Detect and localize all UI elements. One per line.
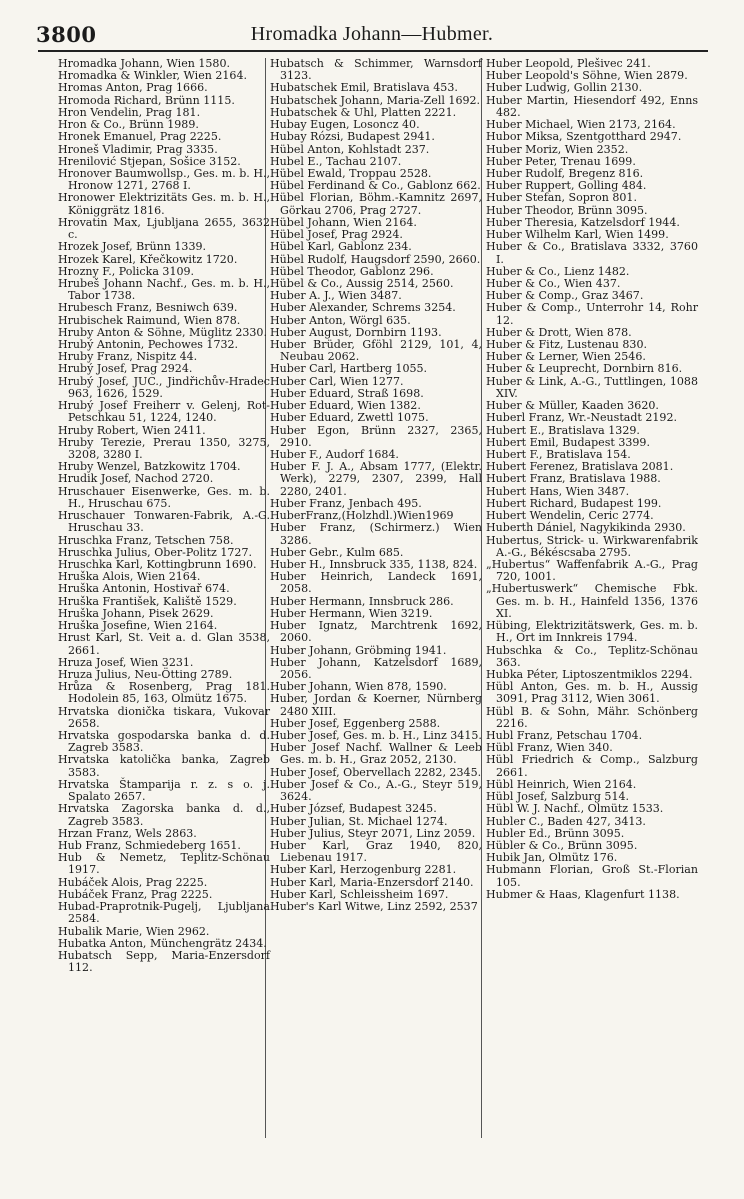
directory-entry: Hruza Josef, Wien 3231. <box>58 655 194 669</box>
directory-entry: Huber A. J., Wien 3487. <box>270 289 402 303</box>
directory-entry: „Hubertus“ Waffenfabrik A.-G., Prag 720, 1001. <box>486 557 698 584</box>
directory-entry: Hubert Emil, Budapest 3399. <box>486 435 650 449</box>
directory-entry: Hruschauer Eisenwerke, Ges. m. b. H., Hruschau 675. <box>58 484 270 510</box>
directory-entry: Huber & Co., Wien 437. <box>486 276 621 290</box>
directory-entry: Hub Franz, Schmiedeberg 1651. <box>58 839 241 852</box>
directory-entry: Hubert E., Bratislava 1329. <box>486 423 640 437</box>
directory-entry: Huber Eduard, Wien 1382. <box>270 399 421 413</box>
directory-entry: Hromadka Johann, Wien 1580. <box>58 57 231 70</box>
directory-entry: Hrvatska katolička banka, Zagreb 3583. <box>58 753 270 779</box>
directory-entry: Huber & Comp., Unterrohr 14, Rohr 12. <box>486 301 698 327</box>
directory-entry: Huber Leopold, Plešivec 241. <box>486 57 651 70</box>
directory-entry: Hubik Jan, Olmütz 176. <box>486 851 618 865</box>
directory-entry: Hübel Theodor, Gablonz 296. <box>270 264 434 278</box>
directory-entry: Hrvatska dionička tiskara, Vukovar 2658. <box>58 704 270 730</box>
directory-entry: Hübel Ferdinand & Co., Gablonz 662. <box>270 179 481 193</box>
directory-entry: Hubert Franz, Bratislava 1988. <box>486 472 661 486</box>
directory-entry: Huber Ignatz, Marchtrenk 1692, 2060. <box>270 619 482 645</box>
directory-entry: Huber & Leuprecht, Dornbirn 816. <box>486 362 683 376</box>
directory-entry: Hruby Anton & Söhne, Müglitz 2330. <box>58 325 267 339</box>
directory-entry: Huber Carl, Wien 1277. <box>270 374 404 388</box>
directory-entry: Huber Franz, (Schirmerz.) Wien 3286. <box>270 521 482 547</box>
directory-entry: Huber Rudolf, Bregenz 816. <box>486 166 644 180</box>
directory-entry: Huber F. J. A., Absam 1777, (Elektr. Werk), 2279, 2307, 2399, Hall 2280, 2401. <box>270 460 482 498</box>
directory-entry: Hrozek Josef, Brünn 1339. <box>58 240 207 254</box>
directory-entry: Hubler Ed., Brünn 3095. <box>486 826 625 840</box>
directory-entry: Huber Hermann, Wien 3219. <box>270 606 433 620</box>
directory-entry: Hruška František, Kaliště 1529. <box>58 594 237 608</box>
directory-entry: Huber Martin, Hiesendorf 492, Enns 482. <box>486 93 698 119</box>
directory-entry: Hübel Anton, Kohlstadt 237. <box>270 142 430 156</box>
directory-entry: Hubmer & Haas, Klagenfurt 1138. <box>486 887 680 901</box>
directory-entry: Huber Stefan, Sopron 801. <box>486 191 637 205</box>
directory-entry: Hübl B. & Sohn, Mähr. Schönberg 2216. <box>486 704 698 730</box>
directory-entry: Huber, Jordan & Koerner, Nürnberg 2480 XIII. <box>270 692 482 718</box>
directory-entry: Hübl W. J. Nachf., Olmütz 1533. <box>486 802 664 816</box>
directory-entry: Hubatschek Johann, Maria-Zell 1692. <box>270 93 481 107</box>
directory-entry: Hrzan Franz, Wels 2863. <box>58 826 197 840</box>
directory-entry: Huber Leopold's Söhne, Wien 2879. <box>486 69 688 83</box>
directory-entry: Hübl Franz, Wien 340. <box>486 741 613 755</box>
directory-entry: Hrust Karl, St. Veit a. d. Glan 3538, 2661. <box>58 631 270 657</box>
directory-entry: Huber Wilhelm Karl, Wien 1499. <box>486 228 669 242</box>
directory-entry: Hub & Nemetz, Teplitz-Schönau 1917. <box>58 851 270 877</box>
directory-entry: Hubalik Marie, Wien 2962. <box>58 924 210 938</box>
directory-entry: Hrenilović Stjepan, Sošice 3152. <box>58 154 241 168</box>
directory-entry: Hronek Emanuel, Prag 2225. <box>58 130 222 144</box>
directory-entry: Huber Julian, St. Michael 1274. <box>270 814 448 828</box>
directory-entry: Huber Egon, Brünn 2327, 2365, 2910. <box>270 423 482 449</box>
directory-entry: Hubor Miksa, Szentgotthard 2947. <box>486 130 682 144</box>
directory-entry: Hubl Franz, Petschau 1704. <box>486 729 643 743</box>
directory-entry: Hruschauer Tonwaren-Fabrik, A.-G. Hruschau 33. <box>58 509 270 535</box>
directory-entry: Hruschka Franz, Tetschen 758. <box>58 533 234 547</box>
directory-entry: Huber Theodor, Brünn 3095. <box>486 203 648 217</box>
directory-entry: Hübel & Co., Aussig 2514, 2560. <box>270 276 454 290</box>
directory-entry: Hübl Friedrich & Comp., Salzburg 2661. <box>486 753 698 779</box>
directory-entry: Huber Julius, Steyr 2071, Linz 2059. <box>270 826 476 840</box>
directory-entry: Huber Josef & Co., A.-G., Steyr 519, 3624. <box>270 777 482 804</box>
header-rule <box>38 50 708 52</box>
directory-entry: Huber Josef, Obervellach 2282, 2345. <box>270 765 482 779</box>
directory-entry: Hubert Wendelin, Ceric 2774. <box>486 509 654 523</box>
directory-entry: Hruby Wenzel, Batzkowitz 1704. <box>58 460 241 474</box>
directory-entry: Hubad-Praprotnik-Pugelj, Ljubljana 2584. <box>58 900 270 926</box>
directory-entry: Hubatsch Sepp, Maria-Enzersdorf 112. <box>58 948 270 975</box>
directory-entry: Huber Josef, Eggenberg 2588. <box>270 716 441 730</box>
entry-column-1 <box>58 58 270 974</box>
directory-entry: Huber & Comp., Graz 3467. <box>486 289 644 303</box>
directory-entry: Huber Eduard, Zwettl 1075. <box>270 411 429 425</box>
directory-entry: Hubay Rózsi, Budapest 2941. <box>270 130 435 144</box>
directory-entry: Hubay Eugen, Losoncz 40. <box>270 118 420 132</box>
directory-entry: Hubel E., Tachau 2107. <box>270 154 402 168</box>
directory-entry: Hromoda Richard, Brünn 1115. <box>58 93 235 107</box>
directory-entry: Huber's Karl Witwe, Linz 2592, 2537 <box>270 900 478 914</box>
directory-entry: Huber Anton, Wörgl 635. <box>270 313 411 327</box>
directory-entry: Huber Heinrich, Landeck 1691, 2058. <box>270 570 482 596</box>
directory-entry: Hübel Rudolf, Haugsdorf 2590, 2660. <box>270 252 481 266</box>
directory-entry: Hubáček Alois, Prag 2225. <box>58 875 208 889</box>
directory-entry: Hrudik Josef, Nachod 2720. <box>58 472 214 486</box>
directory-entry: Huber Gebr., Kulm 685. <box>270 545 404 559</box>
entry-column-2 <box>270 58 482 913</box>
directory-entry: Huber & Fitz, Lustenau 830. <box>486 338 647 352</box>
directory-entry: Hübel Florian, Böhm.-Kamnitz 2697, Görkau 2706, Prag 2727. <box>270 191 482 217</box>
directory-entry: Huber Michael, Wien 2173, 2164. <box>486 118 676 132</box>
directory-entry: Hubatsch & Schimmer, Warnsdorf 3123. <box>270 57 482 83</box>
directory-entry: Huber Karl, Herzogenburg 2281. <box>270 863 457 877</box>
directory-entry: Hruška Alois, Wien 2164. <box>58 570 201 584</box>
directory-entry: Hrubischek Raimund, Wien 878. <box>58 313 241 327</box>
directory-entry: Huber Josef, Ges. m. b. H., Linz 3415. <box>270 729 482 743</box>
entry-column-3 <box>486 58 698 901</box>
directory-entry: Hruschka Karl, Kottingbrunn 1690. <box>58 557 257 571</box>
directory-entry: Hrubý Josef, JUC., Jindřichův-Hradec 963, 1626, 1529. <box>58 374 270 400</box>
directory-entry: Huber Brüder, Gföhl 2129, 101, 4, Neubau 2062. <box>270 338 482 364</box>
running-title: Hromadka Johann—Hubmer. <box>250 23 494 45</box>
directory-entry: Hubler C., Baden 427, 3413. <box>486 814 646 828</box>
directory-entry: Huber Alexander, Schrems 3254. <box>270 301 456 315</box>
directory-entry: Hubert Hans, Wien 3487. <box>486 484 630 498</box>
directory-entry: Huber Johann, Gröbming 1941. <box>270 643 447 657</box>
directory-entry: Hübel Ewald, Troppau 2528. <box>270 166 432 180</box>
directory-entry: Hroneš Vladimir, Prag 3335. <box>58 142 218 156</box>
directory-entry: Hrozek Karel, Křečkowitz 1720. <box>58 252 238 266</box>
directory-entry: Huber F., Audorf 1684. <box>270 448 399 461</box>
directory-entry: Hruška Antonin, Hostivař 674. <box>58 582 230 596</box>
directory-entry: Huber & Co., Lienz 1482. <box>486 264 630 278</box>
directory-entry: Hrubeš Johann Nachf., Ges. m. b. H., Tabor 1738. <box>58 276 270 303</box>
directory-entry: Huber & Link, A.-G., Tuttlingen, 1088 XIV. <box>486 374 698 400</box>
directory-entry: Hrubý Josef Freiherr v. Gelenj, Rot-Petschkau 51, 1224, 1240. <box>58 399 270 425</box>
directory-entry: Hruška Josefine, Wien 2164. <box>58 619 218 633</box>
directory-entry: Huber Karl, Schleissheim 1697. <box>270 887 449 901</box>
directory-entry: „Hubertuswerk“ Chemische Fbk. Ges. m. b. H., Hainfeld 1356, 1376 XI. <box>486 582 698 620</box>
directory-entry: Huberl Franz, Wr.-Neustadt 2192. <box>486 411 678 425</box>
directory-entry: Hübing, Elektrizitätswerk, Ges. m. b. H., Ort im Innkreis 1794. <box>486 619 698 645</box>
directory-entry: Hrubesch Franz, Besniwch 639. <box>58 301 238 315</box>
directory-entry: Hubschka & Co., Teplitz-Schönau 363. <box>486 643 698 669</box>
directory-entry: Hübel Josef, Prag 2924. <box>270 228 403 242</box>
directory-entry: Hubert F., Bratislava 154. <box>486 448 631 461</box>
directory-entry: Hrovatin Max, Ljubljana 2655, 3632 c. <box>58 215 270 242</box>
directory-entry: Huber Johann, Wien 878, 1590. <box>270 680 447 694</box>
directory-entry: Hruschka Julius, Ober-Politz 1727. <box>58 545 252 559</box>
page-number: 3800 <box>36 22 97 47</box>
directory-entry: Huber Ruppert, Golling 484. <box>486 179 647 193</box>
directory-entry: Hubert Richard, Budapest 199. <box>486 496 662 510</box>
directory-entry: Huber Johann, Katzelsdorf 1689, 2056. <box>270 655 482 681</box>
directory-entry: Huber August, Dornbirn 1193. <box>270 325 442 339</box>
directory-entry: Huberth Dániel, Nagykikinda 2930. <box>486 521 686 535</box>
directory-entry: Hübl Josef, Salzburg 514. <box>486 790 630 804</box>
directory-entry: Huber H., Innsbruck 335, 1138, 824. <box>270 557 478 571</box>
directory-entry: Huber & Co., Bratislava 3332, 3760 I. <box>486 240 698 266</box>
directory-entry: Huber & Müller, Kaaden 3620. <box>486 399 659 413</box>
directory-entry: Huber Franz, Jenbach 495. <box>270 496 422 510</box>
directory-entry: Hruza Julius, Neu-Ötting 2789. <box>58 667 233 681</box>
directory-entry: Hubatschek Emil, Bratislava 453. <box>270 81 458 95</box>
directory-entry: Hruška Johann, Pisek 2629. <box>58 606 214 620</box>
directory-entry: Hruby Franz, Nispitz 44. <box>58 350 198 364</box>
directory-entry: Hronower Elektrizitäts Ges. m. b. H., Königgrätz 1816. <box>58 191 270 217</box>
directory-entry: Huber Hermann, Innsbruck 286. <box>270 594 454 608</box>
directory-entry: Huber & Drott, Wien 878. <box>486 325 632 339</box>
directory-entry: Hübel Johann, Wien 2164. <box>270 215 417 229</box>
directory-entry: HuberFranz,(Holzhdl.)Wien1969 <box>270 509 454 523</box>
directory-entry: Hrvatska gospodarska banka d. d. Zagreb 3583. <box>58 729 270 755</box>
directory-entry: Hubert Ferenez, Bratislava 2081. <box>486 460 674 474</box>
directory-entry: Hromas Anton, Prag 1666. <box>58 81 208 95</box>
directory-entry: Hrvatska Zagorska banka d. d., Zagreb 3583. <box>58 802 270 828</box>
directory-entry: Hubatka Anton, Münchengrätz 2434. <box>58 936 267 950</box>
directory-entry: Hubáček Franz, Prag 2225. <box>58 887 213 901</box>
directory-entry: Hrůza & Rosenberg, Prag 181. Hodolein 85, 163, Olmütz 1675. <box>58 680 270 706</box>
directory-entry: Hrubý Josef, Prag 2924. <box>58 362 193 376</box>
directory-entry: Hron & Co., Brünn 1989. <box>58 118 199 132</box>
directory-entry: Hübl Anton, Ges. m. b. H., Aussig 3091, Prag 3112, Wien 3061. <box>486 680 698 706</box>
directory-entry: Hübl Heinrich, Wien 2164. <box>486 777 637 791</box>
directory-entry: Hruby Terezie, Prerau 1350, 3275, 3208, 3280 I. <box>58 435 270 461</box>
directory-entry: Hubka Péter, Liptoszentmiklos 2294. <box>486 667 693 681</box>
directory-entry: Hübel Karl, Gablonz 234. <box>270 240 412 254</box>
directory-entry: Huber Josef Nachf. Wallner & Leeb Ges. m. b. H., Graz 2052, 2130. <box>270 741 482 767</box>
directory-entry: Huber Theresia, Katzelsdorf 1944. <box>486 215 680 229</box>
page-header <box>0 22 744 52</box>
directory-entry: Hrubý Antonin, Pechowes 1732. <box>58 338 239 352</box>
directory-entry: Huber Eduard, Straß 1698. <box>270 386 424 400</box>
directory-entry: Huber Peter, Trenau 1699. <box>486 154 636 168</box>
directory-entry: Hubertus, Strick- u. Wirkwarenfabrik A.-G., Békéscsaba 2795. <box>486 533 698 559</box>
directory-entry: Hrvatska Štamparija r. z. s o. j. Spalato 2657. <box>58 777 270 804</box>
directory-entry: Huber Carl, Hartberg 1055. <box>270 362 428 376</box>
directory-entry: Hron Vendelin, Prag 181. <box>58 105 201 119</box>
directory-entry: Hromadka & Winkler, Wien 2164. <box>58 69 247 83</box>
directory-entry: Hrozny F., Policka 3109. <box>58 264 195 278</box>
directory-entry: Huber & Lerner, Wien 2546. <box>486 350 646 364</box>
directory-entry: Hübler & Co., Brünn 3095. <box>486 839 638 852</box>
directory-entry: Hronover Baumwollsp., Ges. m. b. H., Hronow 1271, 2768 I. <box>58 166 270 193</box>
directory-entry: Huber Karl, Graz 1940, 820, Liebenau 1917. <box>270 839 482 865</box>
directory-entry: Huber József, Budapest 3245. <box>270 802 437 816</box>
directory-entry: Huber Moriz, Wien 2352. <box>486 142 629 156</box>
directory-entry: Hruby Robert, Wien 2411. <box>58 423 206 437</box>
directory-entry: Huber Ludwig, Gollin 2130. <box>486 81 643 95</box>
directory-entry: Huber Karl, Maria-Enzersdorf 2140. <box>270 875 474 889</box>
directory-entry: Hubmann Florian, Groß St.-Florian 105. <box>486 863 698 889</box>
directory-entry: Hubatschek & Uhl, Platten 2221. <box>270 105 457 119</box>
